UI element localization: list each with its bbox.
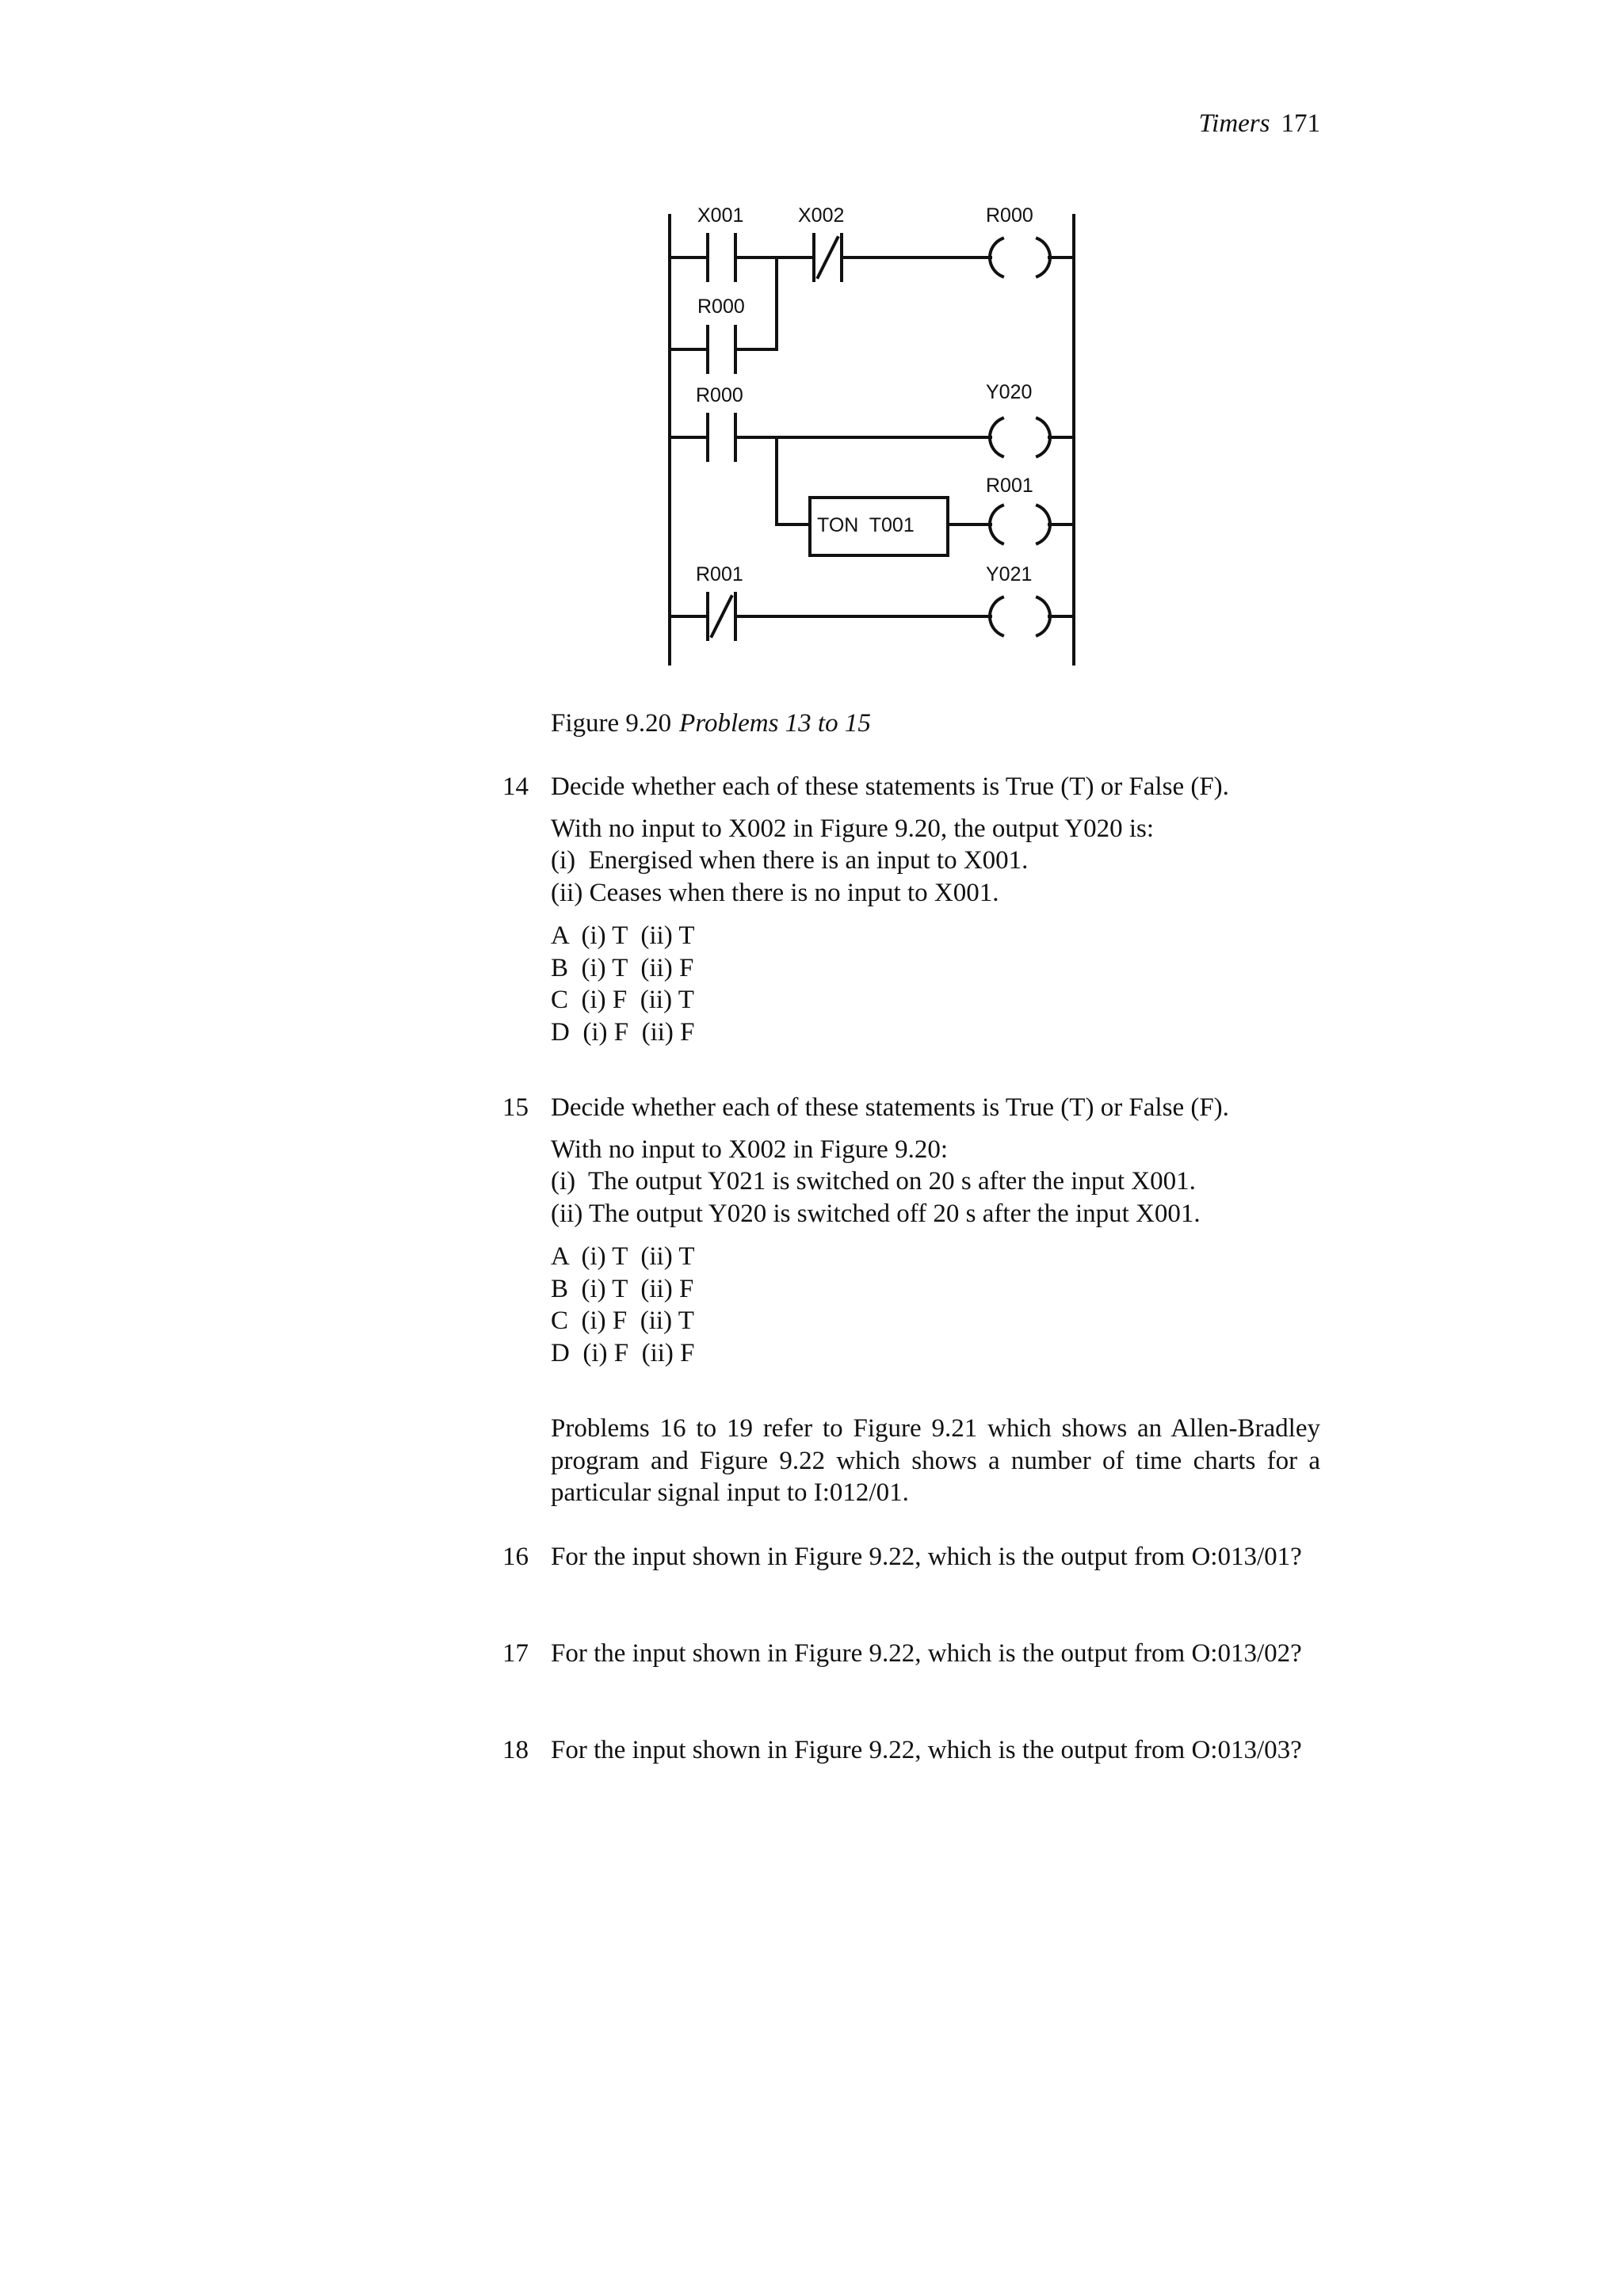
question-number: 17 — [502, 1639, 529, 1668]
question-16 — [502, 1541, 1320, 1573]
question-17 — [502, 1638, 1320, 1670]
option-a: A (i) T (ii) T — [551, 1242, 695, 1271]
ladder-diagram — [0, 0, 1623, 713]
page-number: 171 — [1281, 109, 1320, 138]
contact-r000-no — [670, 414, 735, 460]
question-14 — [502, 771, 1320, 1048]
question-text: For the input shown in Figure 9.22, which is the output from O:013/01? — [551, 1543, 1302, 1571]
label-x001: X001 — [697, 204, 744, 227]
label-r001-coil: R001 — [986, 475, 1033, 497]
coil-r000 — [990, 238, 1050, 277]
question-number: 18 — [502, 1736, 529, 1764]
option-a: A (i) T (ii) T — [551, 921, 695, 950]
question-prompt: Decide whether each of these statements is True (T) or False (F). — [551, 1093, 1229, 1122]
question-18 — [502, 1734, 1320, 1767]
coil-y021 — [990, 597, 1050, 635]
question-text: For the input shown in Figure 9.22, which is the output from O:013/02? — [551, 1639, 1302, 1668]
contact-r001-nc — [670, 593, 735, 639]
figure-number: Figure 9.20 — [551, 709, 672, 738]
coil-r001 — [990, 505, 1050, 543]
question-stem: With no input to X002 in Figure 9.20, the output Y020 is: — [551, 814, 1155, 843]
figure-caption — [551, 707, 871, 739]
option-c: C (i) F (ii) T — [551, 986, 694, 1014]
figure-title: Problems 13 to 15 — [679, 709, 871, 738]
coil-y020 — [990, 418, 1050, 456]
question-number: 16 — [502, 1543, 529, 1571]
option-b: B (i) T (ii) F — [551, 953, 694, 982]
option-d: D (i) F (ii) F — [551, 1338, 695, 1367]
section-title: Timers — [1198, 109, 1270, 138]
question-text: For the input shown in Figure 9.22, which is the output from O:013/03? — [551, 1736, 1302, 1764]
statement-ii: (ii) Ceases when there is no input to X001. — [551, 878, 999, 907]
label-r000-coil: R000 — [986, 204, 1033, 227]
option-d: D (i) F (ii) F — [551, 1017, 695, 1047]
label-x002: X002 — [798, 204, 845, 227]
intro-text: Problems 16 to 19 refer to Figure 9.21 which shows an Allen-Bradley program and Figure 9.22 which shows a number of time charts for a particular signal input to I:012/01. — [551, 1414, 1320, 1507]
statement-ii: (ii) The output Y020 is switched off 20 s after the input X001. — [551, 1199, 1201, 1228]
question-15 — [502, 1092, 1320, 1369]
label-y020: Y020 — [986, 381, 1033, 403]
statement-i: (i) Energised when there is an input to X001. — [551, 846, 1029, 875]
label-y021: Y021 — [986, 563, 1033, 585]
contact-x001-no — [670, 235, 735, 280]
question-prompt: Decide whether each of these statements is True (T) or False (F). — [551, 772, 1229, 801]
option-b: B (i) T (ii) F — [551, 1274, 694, 1303]
label-r000-hold: R000 — [697, 296, 745, 318]
option-c: C (i) F (ii) T — [551, 1306, 694, 1335]
label-r000-contact: R000 — [696, 384, 743, 406]
label-ton-t001: TON T001 — [817, 514, 915, 536]
label-r001-contact: R001 — [696, 563, 743, 585]
question-number: 14 — [502, 772, 529, 801]
statement-i: (i) The output Y021 is switched on 20 s after the input X001. — [551, 1167, 1196, 1196]
contact-x002-nc — [814, 235, 842, 280]
problems-intro — [551, 1413, 1320, 1509]
question-number: 15 — [502, 1093, 529, 1122]
question-stem: With no input to X002 in Figure 9.20: — [551, 1135, 948, 1164]
